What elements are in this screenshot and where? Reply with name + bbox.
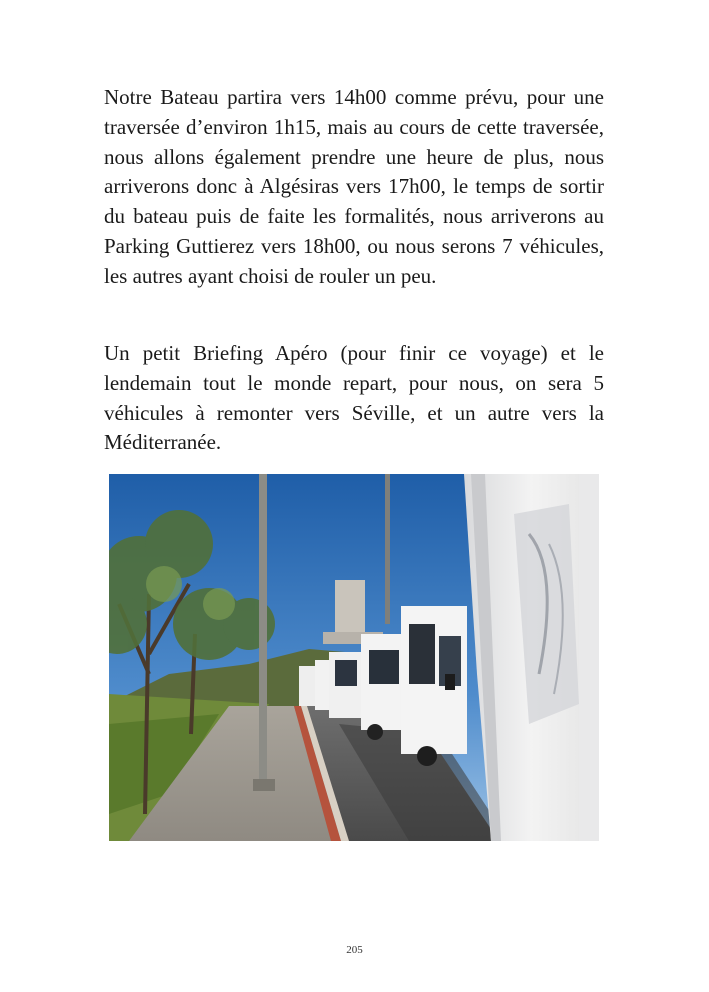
body-paragraph-1: Notre Bateau partira vers 14h00 comme prévu, pour une traversée d’environ 1h15, mais au cours de cette traversée, nous allons également prendre une heure de plus, nous arriverons donc à Algésiras vers 17h00, le temps de sortir du bateau puis de faite les formalités, nous arriverons au Parking Guttierez vers 18h00, ou nous serons 7 véhicules, les autres ayant choisi de rouler un peu. [104, 85, 604, 288]
body-paragraph-2: Un petit Briefing Apéro (pour finir ce voyage) et le lendemain tout le monde repart, pour nous, on sera 5 véhicules à remonter vers Séville, et un autre vers la Méditerranée. [104, 341, 604, 455]
page-number: 205 [346, 944, 363, 956]
camper-vans-photo [109, 474, 599, 841]
